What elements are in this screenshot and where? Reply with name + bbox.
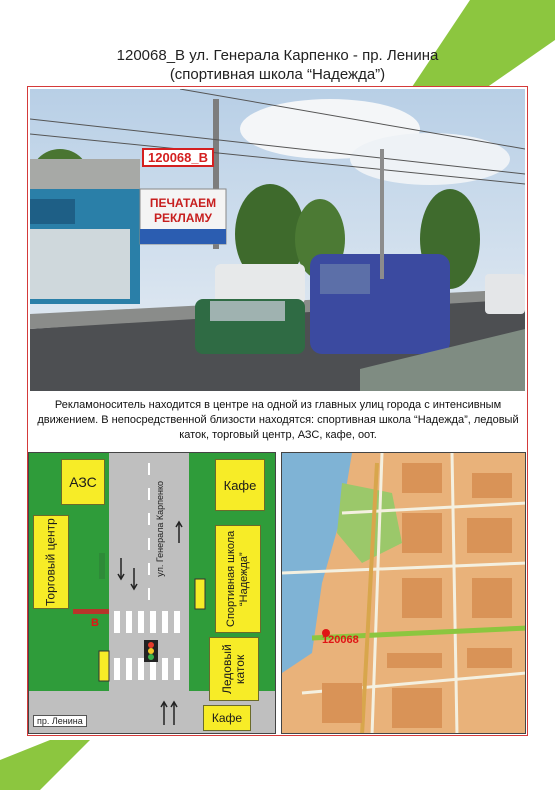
- svg-text:ПЕЧАТАЕМ: ПЕЧАТАЕМ: [149, 196, 217, 210]
- board-marker-letter: В: [91, 617, 99, 629]
- map-marker-label: 120068: [322, 634, 359, 646]
- description-text: Рекламоноситель находится в центре на одной из главных улиц города с интенсивным движением. В непосредственной близости находятся: спортивная школа “Надежда”, ледовый каток, торговый центр, АЗС, кафе, оот.: [37, 399, 519, 441]
- page-title: [0, 46, 555, 84]
- street-label-horizontal: пр. Ленина: [33, 715, 87, 727]
- city-map: [281, 452, 526, 734]
- location-scheme: [28, 452, 276, 734]
- street-label-vertical: ул. Генерала Карпенко: [155, 481, 165, 577]
- title-line-2: (спортивная школа “Надежда”): [169, 66, 386, 83]
- mall-block: Торговый центр: [33, 515, 69, 609]
- rink-block: Ледовый каток: [209, 637, 259, 701]
- board-code-label: 120068_В: [142, 148, 214, 167]
- cafe-top-block: Кафе: [215, 459, 265, 511]
- svg-text:РЕКЛАМУ: РЕКЛАМУ: [154, 211, 212, 225]
- school-block: Спортивная школа “Надежда”: [215, 525, 261, 633]
- title-line-1: 120068_В ул. Генерала Карпенко - пр. Ленина: [116, 47, 439, 64]
- cafe-bottom-block: Кафе: [203, 705, 251, 731]
- azs-block: АЗС: [61, 459, 105, 505]
- street-photo: [30, 89, 525, 391]
